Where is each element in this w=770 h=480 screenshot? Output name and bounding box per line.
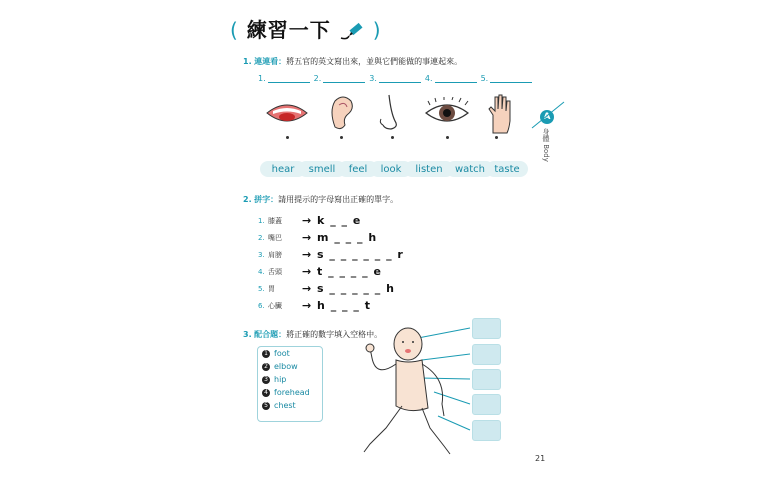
blank-slot[interactable]: 4. (425, 74, 477, 83)
page-number: 21 (535, 454, 546, 463)
blank-slot[interactable]: 1. (258, 74, 310, 83)
divider-line (530, 100, 566, 130)
answer-box[interactable] (472, 318, 501, 339)
connect-dot[interactable] (495, 136, 498, 139)
answer-box[interactable] (472, 420, 501, 441)
spell-item[interactable]: 1. 膝蓋 → k _ _ e (258, 214, 362, 227)
spell-item[interactable]: 6. 心臟 → h _ _ _ t (258, 299, 371, 312)
title-text: 練習一下 (246, 18, 331, 42)
chapter-label: 身體 Body (542, 128, 550, 162)
connect-dot[interactable] (340, 136, 343, 139)
connect-dot[interactable] (286, 136, 289, 139)
section1-blanks (258, 74, 532, 83)
spell-item[interactable]: 3. 肩膀 → s _ _ _ _ _ _ r (258, 248, 404, 261)
spell-item[interactable]: 5. 胃 → s _ _ _ _ _ h (258, 282, 395, 295)
page-title: ( 練習一下 ) (230, 18, 382, 42)
word-chip[interactable]: look (370, 161, 412, 177)
section2-heading: 2. 拼字：請用提示的字母寫出正確的單字。 (243, 195, 399, 204)
section1-heading: 1. 連連看：將五官的英文寫出來，並與它們能做的事連起來。 (243, 57, 463, 66)
hand-icon (475, 92, 525, 134)
eye-icon (422, 92, 472, 134)
word-chip[interactable]: smell (298, 161, 346, 177)
connect-dot[interactable] (391, 136, 394, 139)
blank-slot[interactable]: 5. (481, 74, 533, 83)
word-chip[interactable]: taste (486, 161, 528, 177)
ear-icon (317, 92, 367, 134)
answer-box[interactable] (472, 344, 501, 365)
blank-slot[interactable]: 3. (369, 74, 421, 83)
options-box (257, 346, 323, 422)
chapter-badge: A (540, 110, 554, 124)
spell-item[interactable]: 4. 舌頭 → t _ _ _ _ e (258, 265, 382, 278)
connect-dot[interactable] (446, 136, 449, 139)
option-item: 1 foot (262, 347, 322, 360)
answer-box[interactable] (472, 394, 501, 415)
mouth-icon (262, 92, 312, 134)
option-item: 4 forehead (262, 386, 322, 399)
nose-icon (365, 92, 415, 134)
section3-heading: 3. 配合題：將正確的數字填入空格中。 (243, 330, 383, 339)
blank-slot[interactable]: 2. (314, 74, 366, 83)
answer-box[interactable] (472, 369, 501, 390)
word-chip[interactable]: listen (404, 161, 454, 177)
option-item: 2 elbow (262, 360, 322, 373)
pencil-icon (339, 18, 373, 42)
spell-item[interactable]: 2. 嘴巴 → m _ _ _ h (258, 231, 378, 244)
option-item: 3 hip (262, 373, 322, 386)
word-chip[interactable]: hear (260, 161, 306, 177)
word-chip[interactable]: watch (446, 161, 494, 177)
word-chip[interactable]: feel (338, 161, 378, 177)
option-item: 5 chest (262, 399, 322, 412)
